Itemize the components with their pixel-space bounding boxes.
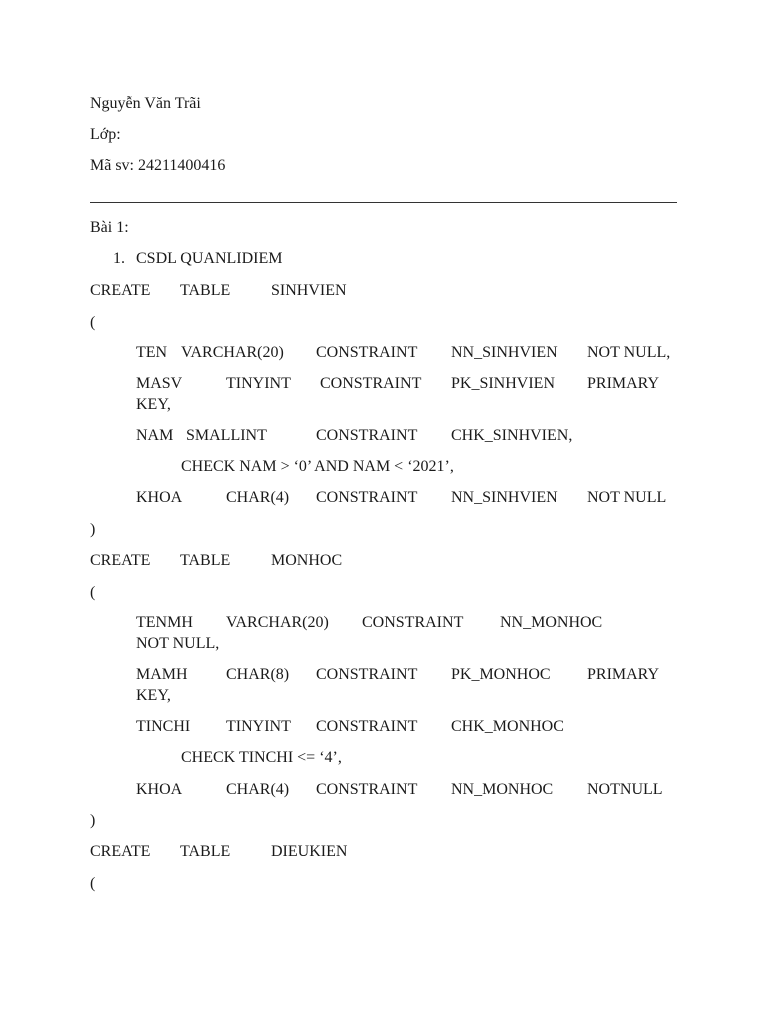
section-title: Bài 1:	[90, 219, 129, 236]
horizontal-rule	[90, 202, 677, 203]
sql-keyword: CONSTRAINT	[362, 614, 464, 631]
sql-keyword: CONSTRAINT	[316, 781, 418, 798]
sql-keyword: CONSTRAINT	[316, 718, 418, 735]
sql-keyword: CONSTRAINT	[316, 427, 418, 444]
constraint-type: PRIMARY	[587, 375, 660, 392]
constraint-type: PRIMARY	[587, 666, 660, 683]
sql-keyword: CREATE	[90, 843, 151, 860]
column-name: TINCHI	[136, 718, 191, 735]
table-name: SINHVIEN	[271, 282, 347, 299]
sql-keyword: CONSTRAINT	[316, 344, 418, 361]
constraint-name: NN_SINHVIEN	[451, 489, 558, 506]
constraint-name: PK_MONHOC	[451, 666, 551, 683]
sql-keyword: TABLE	[180, 282, 231, 299]
column-type: VARCHAR(20)	[181, 344, 284, 361]
close-paren: )	[90, 812, 96, 829]
open-paren: (	[90, 584, 96, 601]
constraint-name: NN_MONHOC	[500, 614, 603, 631]
constraint-name: PK_SINHVIEN	[451, 375, 555, 392]
check-clause: CHECK TINCHI <= ‘4’,	[181, 749, 342, 766]
column-name: TENMH	[136, 614, 193, 631]
column-type: SMALLINT	[186, 427, 267, 444]
sql-keyword: TABLE	[180, 552, 231, 569]
sql-keyword: CONSTRAINT	[320, 375, 422, 392]
open-paren: (	[90, 875, 96, 892]
constraint-name: NN_MONHOC	[451, 781, 554, 798]
column-name: KHOA	[136, 781, 183, 798]
constraint-type-cont: KEY,	[136, 687, 171, 704]
close-paren: )	[90, 521, 96, 538]
constraint-name: NN_SINHVIEN	[451, 344, 558, 361]
column-type: TINYINT	[226, 375, 291, 392]
class-label: Lớp:	[90, 126, 121, 143]
column-name: NAM	[136, 427, 174, 444]
constraint-type: NOT NULL,	[587, 344, 671, 361]
column-type: CHAR(8)	[226, 666, 290, 683]
constraint-type: NOT NULL	[587, 489, 667, 506]
column-type: CHAR(4)	[226, 489, 290, 506]
sql-keyword: CONSTRAINT	[316, 489, 418, 506]
column-name: MAMH	[136, 666, 188, 683]
column-name: TEN	[136, 344, 168, 361]
sql-keyword: CREATE	[90, 552, 151, 569]
column-name: MASV	[136, 375, 183, 392]
constraint-type-cont: KEY,	[136, 396, 171, 413]
list-item-text: CSDL QUANLIDIEM	[136, 250, 283, 267]
student-id: Mã sv: 24211400416	[90, 157, 226, 174]
table-name: DIEUKIEN	[271, 843, 348, 860]
author-name: Nguyễn Văn Trãi	[90, 95, 201, 112]
column-type: VARCHAR(20)	[226, 614, 329, 631]
column-name: KHOA	[136, 489, 183, 506]
sql-keyword: CREATE	[90, 282, 151, 299]
constraint-type: NOTNULL	[587, 781, 663, 798]
check-clause: CHECK NAM > ‘0’ AND NAM < ‘2021’,	[181, 458, 454, 475]
sql-keyword: TABLE	[180, 843, 231, 860]
table-name: MONHOC	[271, 552, 343, 569]
sql-keyword: CONSTRAINT	[316, 666, 418, 683]
column-type: CHAR(4)	[226, 781, 290, 798]
column-type: TINYINT	[226, 718, 291, 735]
constraint-name: CHK_SINHVIEN,	[451, 427, 573, 444]
list-item-number: 1.	[113, 250, 125, 267]
open-paren: (	[90, 314, 96, 331]
constraint-type-cont: NOT NULL,	[136, 635, 220, 652]
constraint-name: CHK_MONHOC	[451, 718, 564, 735]
